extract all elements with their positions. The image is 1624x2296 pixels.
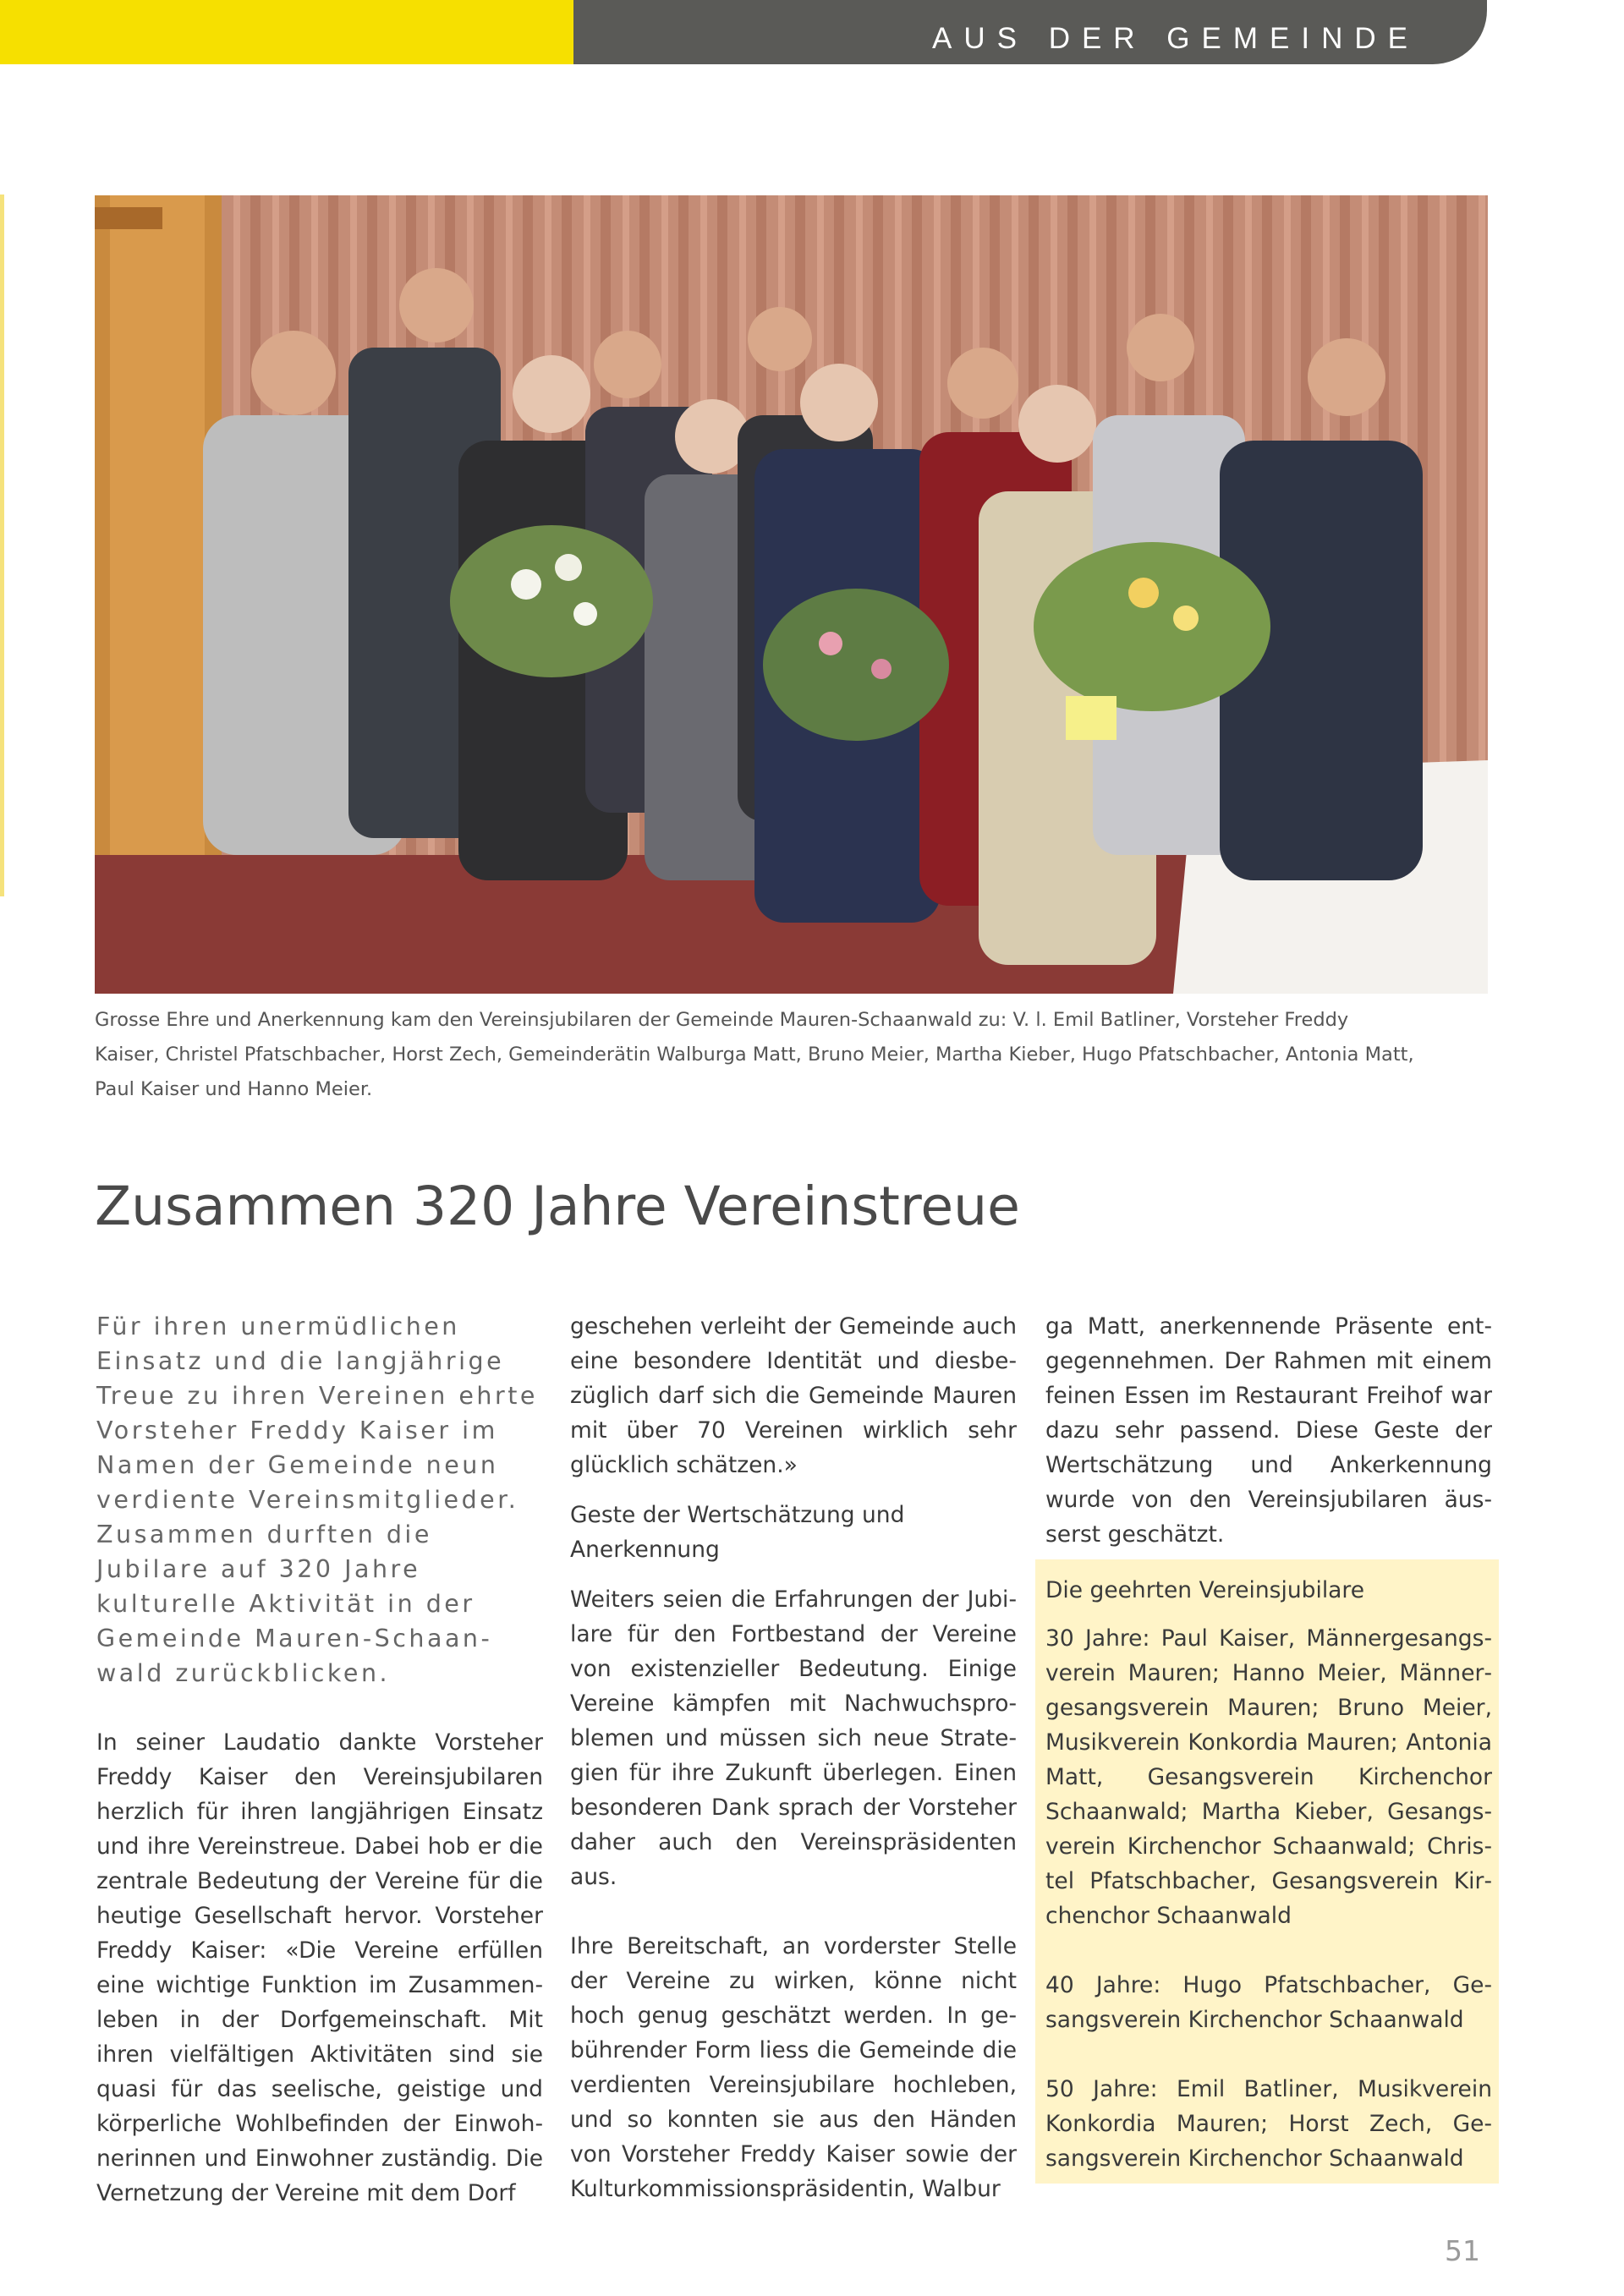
article-lead: Für ihren unermüdlichen Einsatz und die langjährige Treue zu ihren Vereinen ehrte Vorsteher Freddy Kaiser im Namen der Gemeinde neun verdiente Vereinsmitglieder. Zusammen durften die Jubilare auf 320 Jahre kulturelle Aktivität in der Gemeinde Mauren-Schaanwald zurückblicken. — [96, 1312, 538, 1687]
infobox-entry-40-years: 40 Jahre: Hugo Pfatschbacher, Gesangsverein Kirchenchor Schaanwald — [1045, 1972, 1492, 2033]
page-number: 51 — [1445, 2234, 1480, 2267]
page-edge-marker — [0, 195, 4, 896]
header-accent-bar — [0, 0, 573, 64]
honorees-infobox — [1035, 1559, 1499, 2184]
group-photo — [95, 195, 1488, 994]
article-column-1 — [96, 1309, 543, 2211]
article-paragraph: Weiters seien die Erfahrungen der Jubilare für den Fortbestand der Vereine von existenzieller Bedeutung. Einige Vereine kämpfen mit Nachwuchsproblemen und müssen sich neue Strategien für ihre Zukunft überlegen. Einen besonderen Dank sprach der Vorsteher daher auch den Vereinspräsidenten aus. — [570, 1586, 1017, 1890]
article-headline: Zusammen 320 Jahre Vereinstreue — [95, 1175, 1020, 1237]
photo-caption: Grosse Ehre und Anerkennung kam den Vereinsjubilaren der Gemeinde Mauren-Schaanwald zu: V. l. Emil Batliner, Vorsteher Freddy Kaiser, Christel Pfatschbacher, Horst Zech, Gemeinderätin Walburga Matt, Bruno Meier, Martha Kieber, Hugo Pfatschbacher, Antonia Matt, Paul Kaiser und Hanno Meier. — [95, 1009, 1414, 1100]
infobox-entry-30-years: 30 Jahre: Paul Kaiser, Männergesangsverein Mauren; Hanno Meier, Männergesangsverein Mauren; Bruno Meier, Musikverein Konkordia Mauren; Antonia Matt, Gesangsverein Kirchenchor Schaanwald; Martha Kieber, Gesangsverein Kirchenchor Schaanwald; Christel Pfatschbacher, Gesangsverein Kirchenchor Schaanwald — [1045, 1625, 1492, 1929]
article-subheading: Geste der Wertschätzung und Anerkennung — [570, 1502, 905, 1563]
infobox-entry-50-years: 50 Jahre: Emil Batliner, Musikverein Konkordia Mauren; Horst Zech, Gesangsverein Kirchenchor Schaanwald — [1045, 2076, 1492, 2172]
article-paragraph: geschehen verleiht der Gemeinde auch eine besondere Identität und diesbezüglich darf sich die Gemeinde Mauren mit über 70 Vereinen wirklich sehr glücklich schätzen.» — [570, 1313, 1017, 1478]
article-paragraph: In seiner Laudatio dankte Vorsteher Freddy Kaiser den Vereinsjubilaren herzlich für ihren langjährigen Einsatz und ihre Vereinstreue. Dabei hob er die zentrale Bedeutung der Vereine für die heutige Gesellschaft hervor. Vorsteher Freddy Kaiser: «Die Vereine erfüllen eine wichtige Funktion im Zusammenleben in der Dorfgemeinschaft. Mit ihren vielfältigen Aktivitäten sind sie quasi für das seelische, geistige und körperliche Wohlbefinden der Einwohnerinnen und Einwohner zuständig. Die Vernetzung der Vereine mit dem Dorf — [96, 1729, 543, 2206]
article-paragraph: ga Matt, anerkennende Präsente entgegennehmen. Der Rahmen mit einem feinen Essen im Restaurant Freihof war dazu sehr passend. Diese Geste der Wertschätzung und Ankerkennung wurde von den Vereinsjubilaren äusserst geschätzt. — [1045, 1313, 1492, 1548]
infobox-title: Die geehrten Vereinsjubilare — [1045, 1577, 1365, 1603]
article-column-3 — [1045, 1309, 1492, 1552]
article-paragraph: Ihre Bereitschaft, an vorderster Stelle der Vereine zu wirken, könne nicht hoch genug geschätzt werden. In gebührender Form liess die Gemeinde die verdienten Vereinsjubilare hochleben, und so konnten sie aus den Händen von Vorsteher Freddy Kaiser sowie der Kulturkommissionspräsidentin, Walbur — [570, 1933, 1017, 2202]
article-column-2 — [570, 1309, 1017, 2206]
header-section-bar — [573, 0, 1487, 64]
section-label: AUS DER GEMEINDE — [932, 22, 1419, 55]
